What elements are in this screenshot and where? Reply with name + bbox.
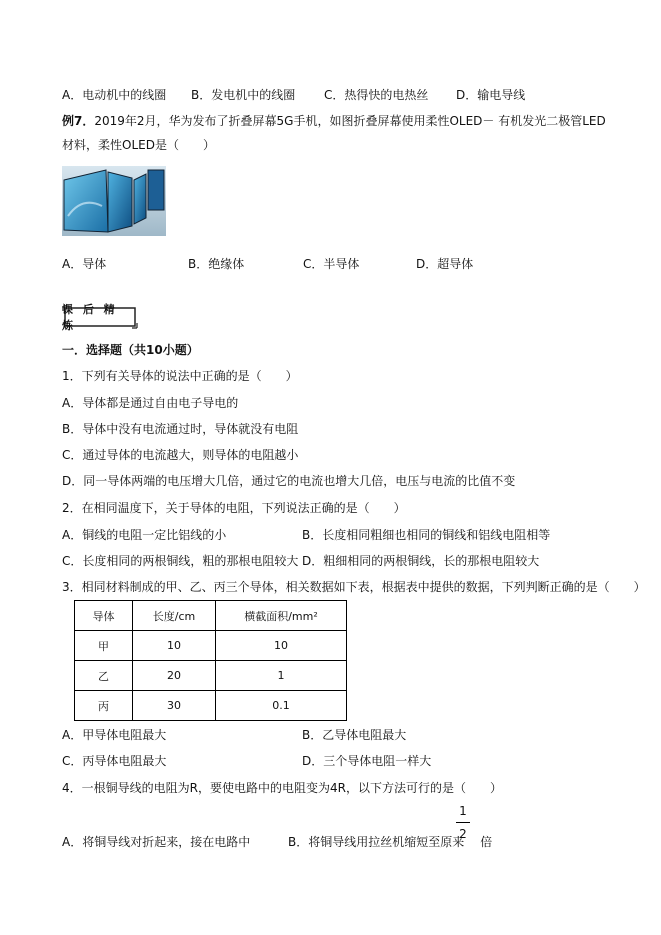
example7-option-a: A．导体 [62, 257, 107, 271]
table-cell: 20 [133, 661, 216, 691]
q3-option-a: A．甲导体电阻最大 [62, 728, 167, 742]
q2-option-a: A．铜线的电阻一定比铝线的小 [62, 528, 227, 542]
example7-option-d: D．超导体 [416, 257, 474, 271]
prev-option-a: A．电动机中的线圈 [62, 88, 167, 102]
section-badge [62, 303, 138, 332]
q3-table [74, 600, 347, 721]
q3-option-b: B．乙导体电阻最大 [302, 728, 407, 742]
table-cell: 1 [216, 661, 347, 691]
q2-stem: 2．在相同温度下，关于导体的电阻，下列说法正确的是（ ） [62, 501, 406, 515]
q4-option-b-text: B．将铜导线用拉丝机缩短至原来 [288, 835, 465, 849]
table-cell: 30 [133, 691, 216, 721]
fraction-numerator: 1 [459, 804, 467, 818]
table-header-cell: 导体 [75, 601, 133, 631]
table-cell: 丙 [75, 691, 133, 721]
q1-stem: 1．下列有关导体的说法中正确的是（ ） [62, 369, 298, 383]
table-cell: 乙 [75, 661, 133, 691]
q4-option-b [288, 834, 492, 850]
badge-text: 课 后 精 炼 [62, 303, 118, 332]
example7-option-b: B．绝缘体 [188, 257, 245, 271]
table-cell: 10 [216, 631, 347, 661]
table-cell: 10 [133, 631, 216, 661]
prev-option-d: D．输电导线 [456, 88, 526, 102]
q4-stem: 4．一根铜导线的电阻为R，要使电路中的电阻变为4R，以下方法可行的是（ ） [62, 781, 502, 795]
table-row [75, 691, 347, 721]
q1-option-a: A．导体都是通过自由电子导电的 [62, 396, 239, 410]
q2-option-d: D．粗细相同的两根铜线，长的那根电阻较大 [302, 554, 540, 568]
folding-phone-photo-icon [62, 166, 166, 236]
q3-option-d: D．三个导体电阻一样大 [302, 754, 432, 768]
example7-line2: 材料，柔性OLED是（ ） [62, 138, 215, 152]
fraction-bar [456, 822, 470, 823]
table-row [75, 631, 347, 661]
table-header-cell: 横截面积/mm² [216, 601, 347, 631]
q3-option-c: C．丙导体电阻最大 [62, 754, 167, 768]
table-cell: 0.1 [216, 691, 347, 721]
table-row [75, 661, 347, 691]
q4-option-a: A．将铜导线对折起来，接在电路中 [62, 835, 251, 849]
prev-option-b: B．发电机中的线圈 [191, 88, 296, 102]
q2-option-b: B．长度相同粗细也相同的铜线和铝线电阻相等 [302, 528, 551, 542]
example7-text1: 2019年2月，华为发布了折叠屏幕5G手机，如图折叠屏幕使用柔性OLED－ 有机发光二极管LED [94, 114, 606, 128]
example7-label: 例7． [62, 114, 95, 128]
q1-option-c: C．通过导体的电流越大，则导体的电阻越小 [62, 448, 299, 462]
section-title: 一．选择题（共10小题） [62, 343, 199, 357]
q1-option-b: B．导体中没有电流通过时，导体就没有电阻 [62, 422, 299, 436]
q3-stem: 3．相同材料制成的甲、乙、丙三个导体，相关数据如下表，根据表中提供的数据，下列判断正确的是（ ） [62, 580, 646, 594]
q1-option-d: D．同一导体两端的电压增大几倍，通过它的电流也增大几倍，电压与电流的比值不变 [62, 474, 516, 488]
q2-option-c: C．长度相同的两根铜线，粗的那根电阻较大 [62, 554, 299, 568]
table-cell: 甲 [75, 631, 133, 661]
example7-option-c: C．半导体 [303, 257, 360, 271]
table-header-row [75, 601, 347, 631]
prev-option-c: C．热得快的电热丝 [324, 88, 429, 102]
example7-line1 [62, 113, 606, 129]
table-header-cell: 长度/cm [133, 601, 216, 631]
q4-option-b-suffix: 倍 [480, 835, 493, 849]
fraction-denominator: 2 [459, 827, 467, 841]
